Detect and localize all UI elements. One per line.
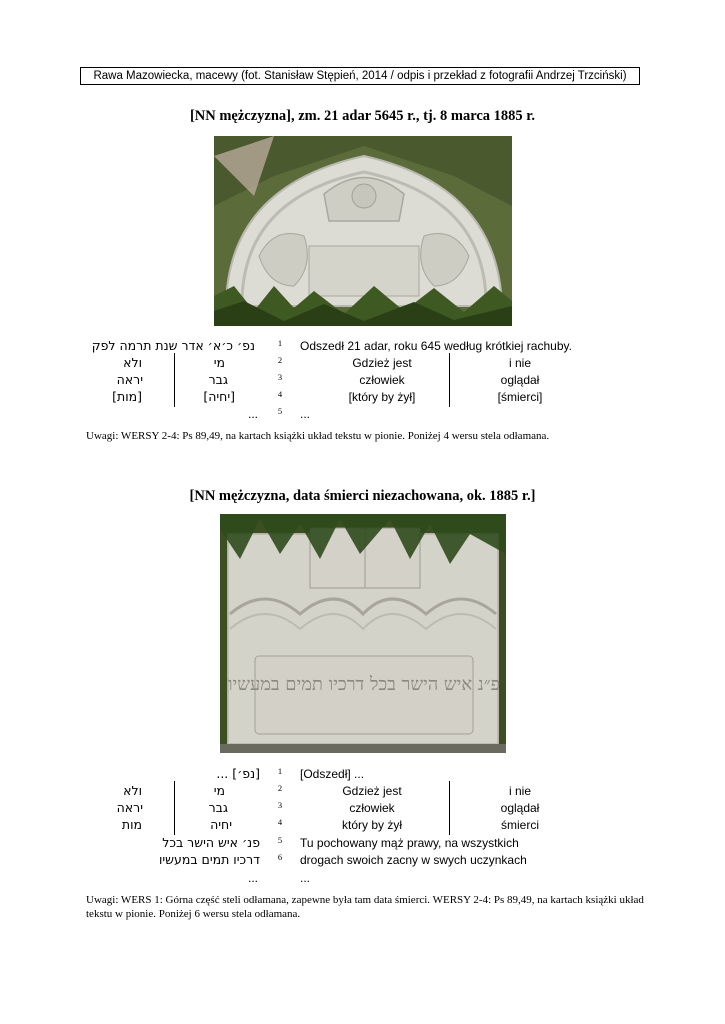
s1-line1-hebrew: נפ׳ כ׳א׳ אדר שנת תרמה לפק [91, 338, 255, 353]
section-2-title: [NN mężczyzna, data śmierci niezachowana, ok. 1885 r.] [189, 488, 536, 504]
s1-line3-hebrew-b: יראה [116, 372, 143, 387]
s2-line1-polish: [Odszedł] ... [300, 767, 365, 781]
s2-line5-polish: Tu pochowany mąż prawy, na wszystkich [300, 836, 519, 850]
tombstone-photo-1 [214, 136, 512, 326]
s2-line1-number: 1 [277, 766, 283, 776]
s2-line3-number: 3 [277, 800, 283, 810]
s1-line1-polish: Odszedł 21 adar, roku 645 według krótkiej rachuby. [300, 339, 572, 353]
s1-column-divider-polish [449, 353, 450, 407]
s2-line2-number: 2 [277, 783, 283, 793]
s2-line2-hebrew-a: מי [213, 783, 225, 798]
s2-line4-polish-a: który by żył [341, 818, 402, 832]
s1-line2-polish-b: i nie [508, 356, 531, 370]
photo-2-inscription: פ״נ איש הישר בכל דרכיו תמים במעשיו [227, 674, 501, 695]
s2-line7-polish: ... [300, 871, 311, 885]
s2-line4-hebrew-b: מות [121, 817, 142, 832]
s1-line3-polish-b: oglądał [500, 373, 540, 387]
s2-line3-hebrew-b: יראה [116, 800, 143, 815]
s1-line1-number: 1 [277, 338, 283, 348]
s2-line7-hebrew: ... [248, 871, 259, 885]
s1-line4-number: 4 [277, 389, 283, 399]
s1-note: Uwagi: WERSY 2-4: Ps 89,49, na kartach książki układ tekstu w pionie. Poniżej 4 wersu stela odłamana. [86, 430, 550, 442]
s2-line3-polish-b: oglądał [500, 801, 540, 815]
s1-line4-hebrew-a: [יחיה] [203, 389, 235, 404]
s1-line2-number: 2 [277, 355, 283, 365]
s2-line6-polish: drogach swoich zacny w swych uczynkach [300, 853, 527, 867]
s1-line4-polish-b: [śmierci] [497, 390, 543, 404]
s1-line3-hebrew-a: גבר [208, 372, 228, 387]
s1-line5-polish: ... [300, 407, 311, 421]
tombstone-photo-2 [220, 514, 506, 753]
s1-line5-number: 5 [277, 406, 283, 416]
document-header: Rawa Mazowiecka, macewy (fot. Stanisław Stępień, 2014 / odpis i przekład z fotografii Andrzej Trzciński) [80, 67, 640, 85]
s1-line3-polish-a: człowiek [359, 373, 405, 387]
s2-line4-polish-b: śmierci [501, 818, 539, 832]
s2-line6-number: 6 [277, 852, 283, 862]
s2-line4-hebrew-a: יחיה [210, 817, 232, 832]
s1-line2-hebrew-a: מי [213, 355, 225, 370]
s1-line2-polish-a: Gdzież jest [352, 356, 412, 370]
s2-line4-number: 4 [277, 817, 283, 827]
s2-line2-polish-a: Gdzież jest [342, 784, 402, 798]
s1-line4-polish-a: [który by żył] [348, 390, 416, 404]
s2-line3-polish-a: człowiek [349, 801, 395, 815]
s1-line4-hebrew-b: [מות] [112, 389, 142, 404]
s1-line5-hebrew: ... [248, 407, 259, 421]
s2-column-divider-polish [449, 781, 450, 835]
section-1-title: [NN mężczyzna], zm. 21 adar 5645 r., tj. 8 marca 1885 r. [189, 108, 536, 124]
s2-line6-hebrew: דרכיו תמים במעשיו [158, 852, 260, 867]
s2-line2-polish-b: i nie [508, 784, 531, 798]
s2-line5-number: 5 [277, 835, 283, 845]
s2-line5-hebrew: פנ׳ איש הישר בכל [162, 835, 260, 850]
s1-line2-hebrew-b: ולא [123, 355, 142, 370]
s2-line3-hebrew-a: גבר [208, 800, 228, 815]
s2-column-divider-hebrew [174, 781, 175, 835]
s2-note: Uwagi: WERS 1: Górna część steli odłamana, zapewne była tam data śmierci. WERSY 2-4: Ps 89,49, na kartach książki układ tekstu w pionie. Poniżej 6 wersu stela odłamana. [86, 894, 644, 920]
s1-column-divider-hebrew [174, 353, 175, 407]
s2-line1-hebrew: [נפ׳] ... [216, 766, 260, 781]
s2-line2-hebrew-b: ולא [123, 783, 142, 798]
s1-line3-number: 3 [277, 372, 283, 382]
